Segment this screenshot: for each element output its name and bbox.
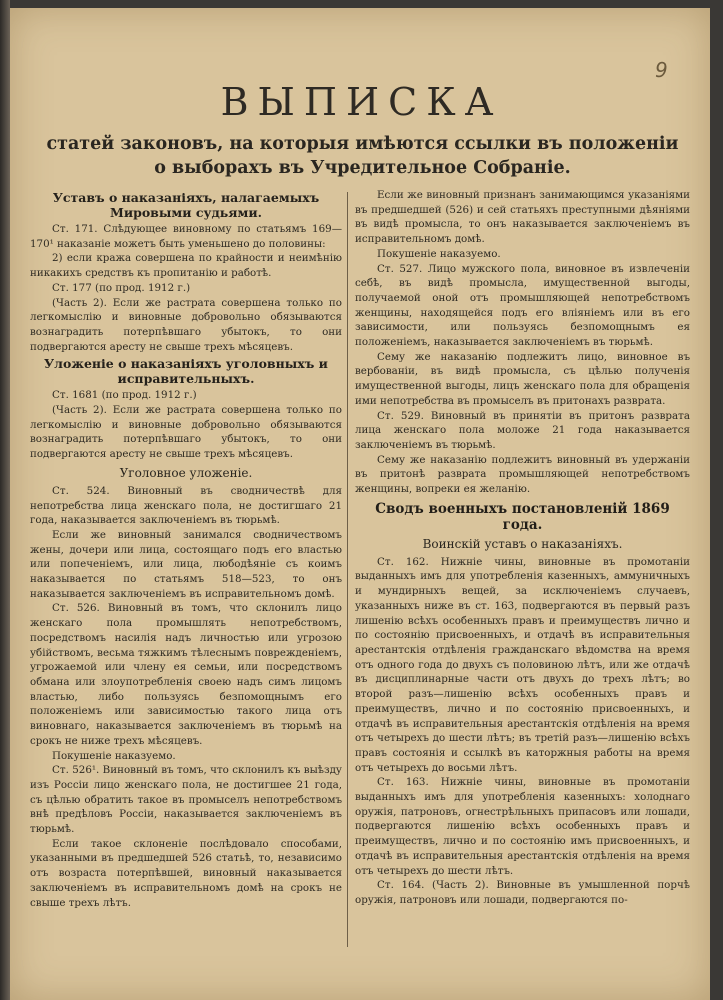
article-paragraph: Ст. 526¹. Виновный въ томъ, что склонилъ къ выѣзду изъ Россіи лицо женскаго пола, не достигшее 21 года, съ цѣлью обратить такое въ промыселъ непотребствомъ внѣ предѣловъ Россіи, наказывается заключеніемъ въ тюрьмѣ.: [30, 764, 342, 836]
article-paragraph: Ст. 177 (по прод. 1912 г.): [52, 281, 191, 294]
article-paragraph: Сему же наказанію подлежитъ виновный въ удержаніи въ притонѣ разврата промышляющей непотребствомъ женщины, вопреки ея желанію.: [355, 453, 690, 496]
section-subheading: Уголовное уложеніе.: [119, 465, 253, 480]
section-heading: Уставъ о наказаніяхъ, налагаемыхъ Мировыми судьями.: [52, 190, 320, 220]
article-paragraph: Ст. 162. Нижніе чины, виновные въ промотаніи выданныхъ имъ для употребленія казенныхъ, аммуничныхъ и мундирныхъ вещей, за исключеніемъ случаевъ, указанныхъ ниже въ ст. 163, подвергаются въ первый разъ лишенію всѣхъ особенныхъ правъ и преимуществъ лично и по состоянію присвоенныхъ, и отдачѣ въ исправительныя арестантскія отдѣленія гражданскаго вѣдомства на время отъ одного года до двухъ съ половиною лѣтъ, или же отдачѣ въ дисциплинарные части отъ двухъ до трехъ лѣтъ; во второй разъ—лишенію всѣхъ особенныхъ правъ и преимуществъ, лично и по состоянію присвоенныхъ, и отдачѣ въ исправительныя арестантскія отдѣленія на время отъ четырехъ до шести лѣтъ; въ третій разъ—лишенію всѣхъ правъ состоянія и ссылкѣ въ каторжныя работы на время отъ четырехъ до восьми лѣтъ.: [355, 555, 690, 774]
section-heading: Уложеніе о наказаніяхъ уголовныхъ и исправительныхъ.: [44, 356, 328, 387]
article-paragraph: Сему же наказанію подлежитъ лицо, виновное въ вербованіи, въ видѣ промысла, съ цѣлью полученія имущественной выгоды, лицъ женскаго пола для обращенія ими непотребства въ промыселъ въ притонахъ разврата.: [355, 350, 690, 407]
article-paragraph: Ст. 163. Нижніе чины, виновные въ промотаніи выданныхъ имъ для употребленія казенныхъ: холоднаго оружія, патроновъ, огнестрѣльныхъ припасовъ или лошади, подвергаются лишенію всѣхъ особенныхъ правъ и преимуществъ, лично и по состоянію имъ присвоенныхъ, и отдачѣ въ исправительныя арестантскія отдѣленія на время отъ четырехъ до шести лѣтъ.: [355, 776, 690, 877]
article-paragraph: (Часть 2). Если же растрата совершена только по легкомыслію и виновные добровольно обязываются вознаградить потерпѣвшаго убытокъ, то они подвергаются аресту не свыше трехъ мѣсяцевъ.: [30, 404, 342, 461]
article-paragraph: Ст. 529. Виновный въ принятіи въ притонъ разврата лица женскаго пола моложе 21 года наказывается заключеніемъ въ тюрьмѣ.: [355, 409, 690, 451]
article-paragraph: Ст. 1681 (по прод. 1912 г.): [52, 389, 197, 402]
article-paragraph: Если же виновный признанъ занимающимся указаніями въ предшедшей (526) и сей статьяхъ преступными дѣяніями въ видѣ промысла, то онъ наказывается заключеніемъ въ исправительномъ домѣ.: [355, 189, 690, 246]
column-divider: [347, 192, 348, 947]
left-column: [30, 188, 342, 910]
article-paragraph: Ст. 524. Виновный въ сводничествѣ для непотребства лица женскаго пола, не достигшаго 21 года, наказывается заключеніемъ въ тюрьмѣ.: [30, 484, 342, 527]
right-column: [355, 188, 690, 908]
scan-edge: [0, 0, 10, 1000]
article-paragraph: (Часть 2). Если же растрата совершена только по легкомыслію и виновные добровольно обязываются вознаградить потерпѣвшаго убытокъ, то они подвергаются аресту не свыше трехъ мѣсяцевъ.: [30, 296, 342, 353]
section-subheading: Воинскій уставъ о наказаніяхъ.: [422, 536, 623, 551]
article-paragraph: Ст. 171. Слѣдующее виновному по статьямъ 169—170¹ наказаніе можетъ быть уменьшено до половины:: [30, 223, 342, 250]
article-paragraph: Ст. 526. Виновный въ томъ, что склонилъ лицо женскаго пола промышлять непотребствомъ, посредствомъ насилія надъ личностью или угрозою убійствомъ, весьма тяжкимъ тѣлеснымъ поврежденіемъ, угрожаемой или члену ея семьи, или посредствомъ обмана или злоупотребленія своею надъ симъ лицомъ властью, либо пользуясь безпомощнымъ его положеніемъ или зависимостью такого лица отъ виновнаго, наказывается заключеніемъ въ тюрьмѣ на срокъ не ниже трехъ мѣсяцевъ.: [30, 602, 342, 747]
article-paragraph: 2) если кража совершена по крайности и неимѣнію никакихъ средствъ къ пропитанію и работѣ.: [30, 252, 342, 280]
document-subtitle: статей законовъ, на которыя имѣются ссылки въ положеніи о выборахъ въ Учредительное Собраніе.: [46, 134, 679, 178]
article-paragraph: Если же виновный занимался сводничествомъ жены, дочери или лица, состоящаго подъ его властью или попеченіемъ, или лица, любодѣяніе съ коимъ наказывается по статьямъ 518—523, то онъ наказывается заключеніемъ въ исправительномъ домѣ.: [30, 528, 342, 600]
section-heading: Сводъ военныхъ постановленій 1869 года.: [375, 500, 670, 533]
article-paragraph: Если такое склоненіе послѣдовало способами, указанными въ предшедшей 526 статьѣ, то, независимо отъ возраста потерпѣвшей, виновный наказывается заключеніемъ въ исправительномъ домѣ на срокъ не свыше трехъ лѣтъ.: [30, 837, 342, 909]
article-paragraph: Ст. 164. (Часть 2). Виновные въ умышленной порчѣ оружія, патроновъ или лошади, подвергаются по-: [355, 879, 690, 906]
article-paragraph: Покушеніе наказуемо.: [52, 749, 176, 762]
article-paragraph: Покушеніе наказуемо.: [377, 247, 501, 260]
article-paragraph: Ст. 527. Лицо мужского пола, виновное въ извлеченіи себѣ, въ видѣ промысла, имущественной выгоды, получаемой оной отъ промышляющей непотребствомъ женщины, находящейся подъ его вліяніемъ или въ его зависимости, или пользуясь безпомощнымъ ея положеніемъ, наказывается заключеніемъ въ тюрьмѣ.: [355, 262, 690, 349]
document-title: ВЫПИСКА: [220, 80, 503, 124]
page-number: 9: [655, 58, 668, 82]
